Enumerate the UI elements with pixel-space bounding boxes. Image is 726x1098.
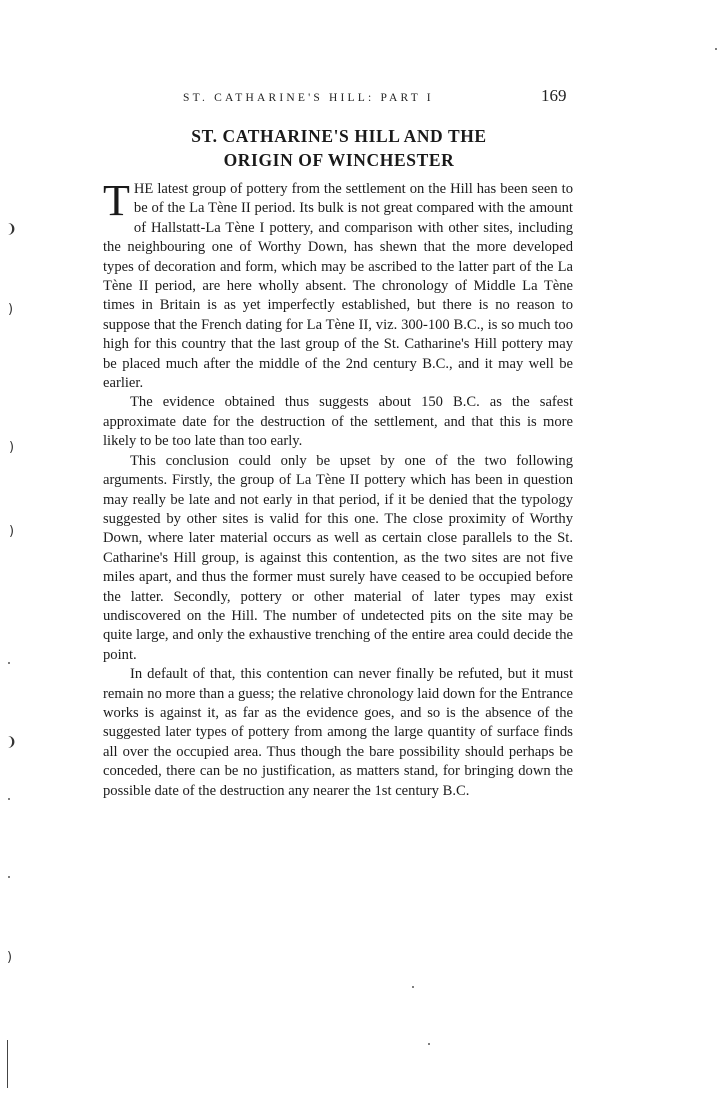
article-title xyxy=(103,124,575,172)
paragraph-4: In default of that, this contention can never finally be refuted, but it must remain no more than a guess; the relative chronology laid down for the Entrance works is against it, as far as the evidence goes, and so is the absence of the suggested later types of pottery from among the large quantity of surface finds all over the occupied area. Thus though the bare possibility should perhaps be conceded, there can be no justification, as matters stand, for bringing down the possible date of the destruction any nearer the 1st century B.C. xyxy=(103,666,573,799)
page-number: 169 xyxy=(541,86,567,105)
paragraph-3: This conclusion could only be upset by one of the two following arguments. Firstly, the group of La Tène II pottery which has been in question may really be late and not early in that period, if it be denied that the typology suggested by other sites is valid for this one. The close proximity of Worthy Down, where later material occurs as well as certain close parallels to the St. Catharine's Hill group, is against this contention, as the two sites are not five miles apart, and thus the former must surely have ceased to be occupied before the latter. Secondly, pottery or other material of later types may exist undiscovered on the Hill. The number of undetected pits on the site may be quite large, and only the exhaustive trenching of the entire area could decide the point. xyxy=(103,452,573,663)
title-line-1: ST. CATHARINE'S HILL AND THE xyxy=(191,126,487,146)
paragraph-1-text: HE latest group of pottery from the settlement on the Hill has been seen to be of the La Tène II period. Its bulk is not great compared with the amount of Hallstatt-La Tène I pottery, and comparison with other sites, including the neighbouring one of Worthy Down, has shewn that the more developed types of decoration and form, which may be ascribed to the latter part of the La Tène II period, are here wholly absent. The chronology of Middle La Tène times in Britain is as yet imperfectly established, but there is no reason to suppose that the French dating for La Tène II, viz. 300-100 B.C., is so much too high for this country that the last group of the St. Catharine's Hill pottery may be placed much after the middle of the 2nd century B.C., and it may well be earlier. xyxy=(103,181,573,392)
scan-mark: ) xyxy=(8,302,14,317)
scan-speck xyxy=(428,1043,430,1045)
article-body xyxy=(103,176,573,801)
scan-speck xyxy=(8,876,10,878)
scan-edge-line xyxy=(7,1040,8,1088)
title-line-2: ORIGIN OF WINCHESTER xyxy=(223,150,455,170)
running-head: ST. CATHARINE'S HILL: PART I xyxy=(183,92,434,104)
scan-mark: ❩ xyxy=(6,222,17,237)
scan-speck xyxy=(8,798,10,800)
scan-mark: ❩ xyxy=(6,735,17,750)
paragraph-1 xyxy=(103,176,573,393)
scan-speck xyxy=(412,986,414,988)
paragraph-2: The evidence obtained thus suggests about 150 B.C. as the safest approximate date for the destruction of the settlement, and that this is more likely to be too late than too early. xyxy=(103,394,573,450)
scan-speck xyxy=(715,48,717,50)
drop-cap: T xyxy=(103,176,130,225)
scan-mark: ) xyxy=(9,524,15,539)
scan-mark: ) xyxy=(7,950,13,965)
scan-mark: ) xyxy=(9,440,15,455)
scan-speck xyxy=(8,662,10,664)
